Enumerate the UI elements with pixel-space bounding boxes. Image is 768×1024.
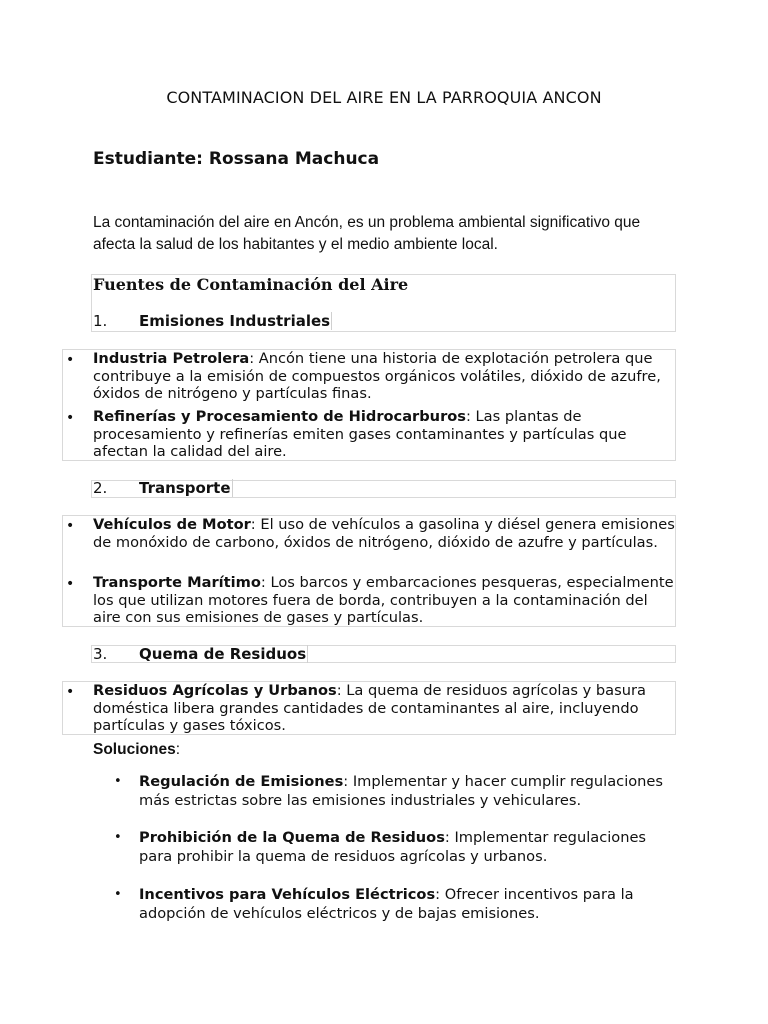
list-item bbox=[93, 408, 675, 461]
bullet-icon: • bbox=[66, 518, 75, 534]
solution-item bbox=[139, 829, 679, 866]
list-item bbox=[93, 350, 675, 403]
solution-term: Regulación de Emisiones bbox=[139, 773, 344, 790]
group-label: Transporte bbox=[139, 479, 231, 497]
group-number: 3. bbox=[93, 645, 108, 663]
item-term: Vehículos de Motor bbox=[93, 516, 251, 533]
list-item bbox=[93, 574, 675, 627]
solution-text: : Implementar regulaciones para prohibir la quema de residuos agrícolas y urbanos. bbox=[139, 829, 647, 865]
group-number: 2. bbox=[93, 479, 108, 497]
intro-paragraph: La contaminación del aire en Ancón, es un problema ambiental significativo que afecta la salud de los habitantes y el medio ambiente local. bbox=[93, 214, 641, 253]
solutions-colon: : bbox=[175, 741, 180, 758]
bullet-icon: • bbox=[114, 830, 122, 845]
solution-text: : Implementar y hacer cumplir regulaciones más estrictas sobre las emisiones industriales y vehiculares. bbox=[139, 773, 664, 809]
list-item bbox=[93, 682, 675, 735]
item-text: : Las plantas de procesamiento y refinerías emiten gases contaminantes y partículas que afectan la calidad del aire. bbox=[93, 408, 627, 460]
bullet-icon: • bbox=[114, 774, 122, 789]
student-name: Estudiante: Rossana Machuca bbox=[93, 149, 380, 169]
bullet-icon: • bbox=[66, 410, 75, 426]
group-heading-2 bbox=[93, 479, 233, 497]
group-number: 1. bbox=[93, 312, 108, 330]
item-text: : Ancón tiene una historia de explotación petrolera que contribuye a la emisión de compuestos orgánicos volátiles, dióxido de azufre, óxidos de nitrógeno y partículas finas. bbox=[93, 350, 661, 402]
group-heading-1 bbox=[93, 312, 332, 330]
item-text: : El uso de vehículos a gasolina y diésel genera emisiones de monóxido de carbono, óxidos de nitrógeno, dióxido de azufre y partículas. bbox=[93, 516, 675, 551]
bullet-icon: • bbox=[66, 576, 75, 592]
group-label: Emisiones Industriales bbox=[139, 312, 331, 330]
item-term: Refinerías y Procesamiento de Hidrocarburos bbox=[93, 408, 466, 425]
item-term: Industria Petrolera bbox=[93, 350, 250, 367]
bullet-icon: • bbox=[66, 352, 75, 368]
document-title: CONTAMINACION DEL AIRE EN LA PARROQUIA ANCON bbox=[166, 88, 602, 107]
item-term: Transporte Marítimo bbox=[93, 574, 261, 591]
group-heading-3 bbox=[93, 645, 308, 663]
item-text: : Los barcos y embarcaciones pesqueras, especialmente los que utilizan motores fuera de borda, contribuyen a la contaminación del aire con sus emisiones de gases y partículas. bbox=[93, 574, 674, 626]
solution-term: Prohibición de la Quema de Residuos bbox=[139, 829, 445, 846]
item-term: Residuos Agrícolas y Urbanos bbox=[93, 682, 337, 699]
solution-item bbox=[139, 886, 679, 923]
item-text: : La quema de residuos agrícolas y basura doméstica libera grandes cantidades de contaminantes al aire, incluyendo partículas y gases tóxicos. bbox=[93, 682, 646, 734]
solutions-heading bbox=[93, 741, 180, 759]
bullet-icon: • bbox=[114, 887, 122, 902]
bullet-icon: • bbox=[66, 684, 75, 700]
group-label: Quema de Residuos bbox=[139, 645, 307, 663]
solution-item bbox=[139, 773, 679, 810]
solution-text: : Ofrecer incentivos para la adopción de vehículos eléctricos y de bajas emisiones. bbox=[139, 886, 634, 922]
section-title: Fuentes de Contaminación del Aire bbox=[93, 275, 409, 294]
solution-term: Incentivos para Vehículos Eléctricos bbox=[139, 886, 436, 903]
list-item bbox=[93, 516, 675, 551]
solutions-label: Soluciones bbox=[93, 741, 176, 758]
